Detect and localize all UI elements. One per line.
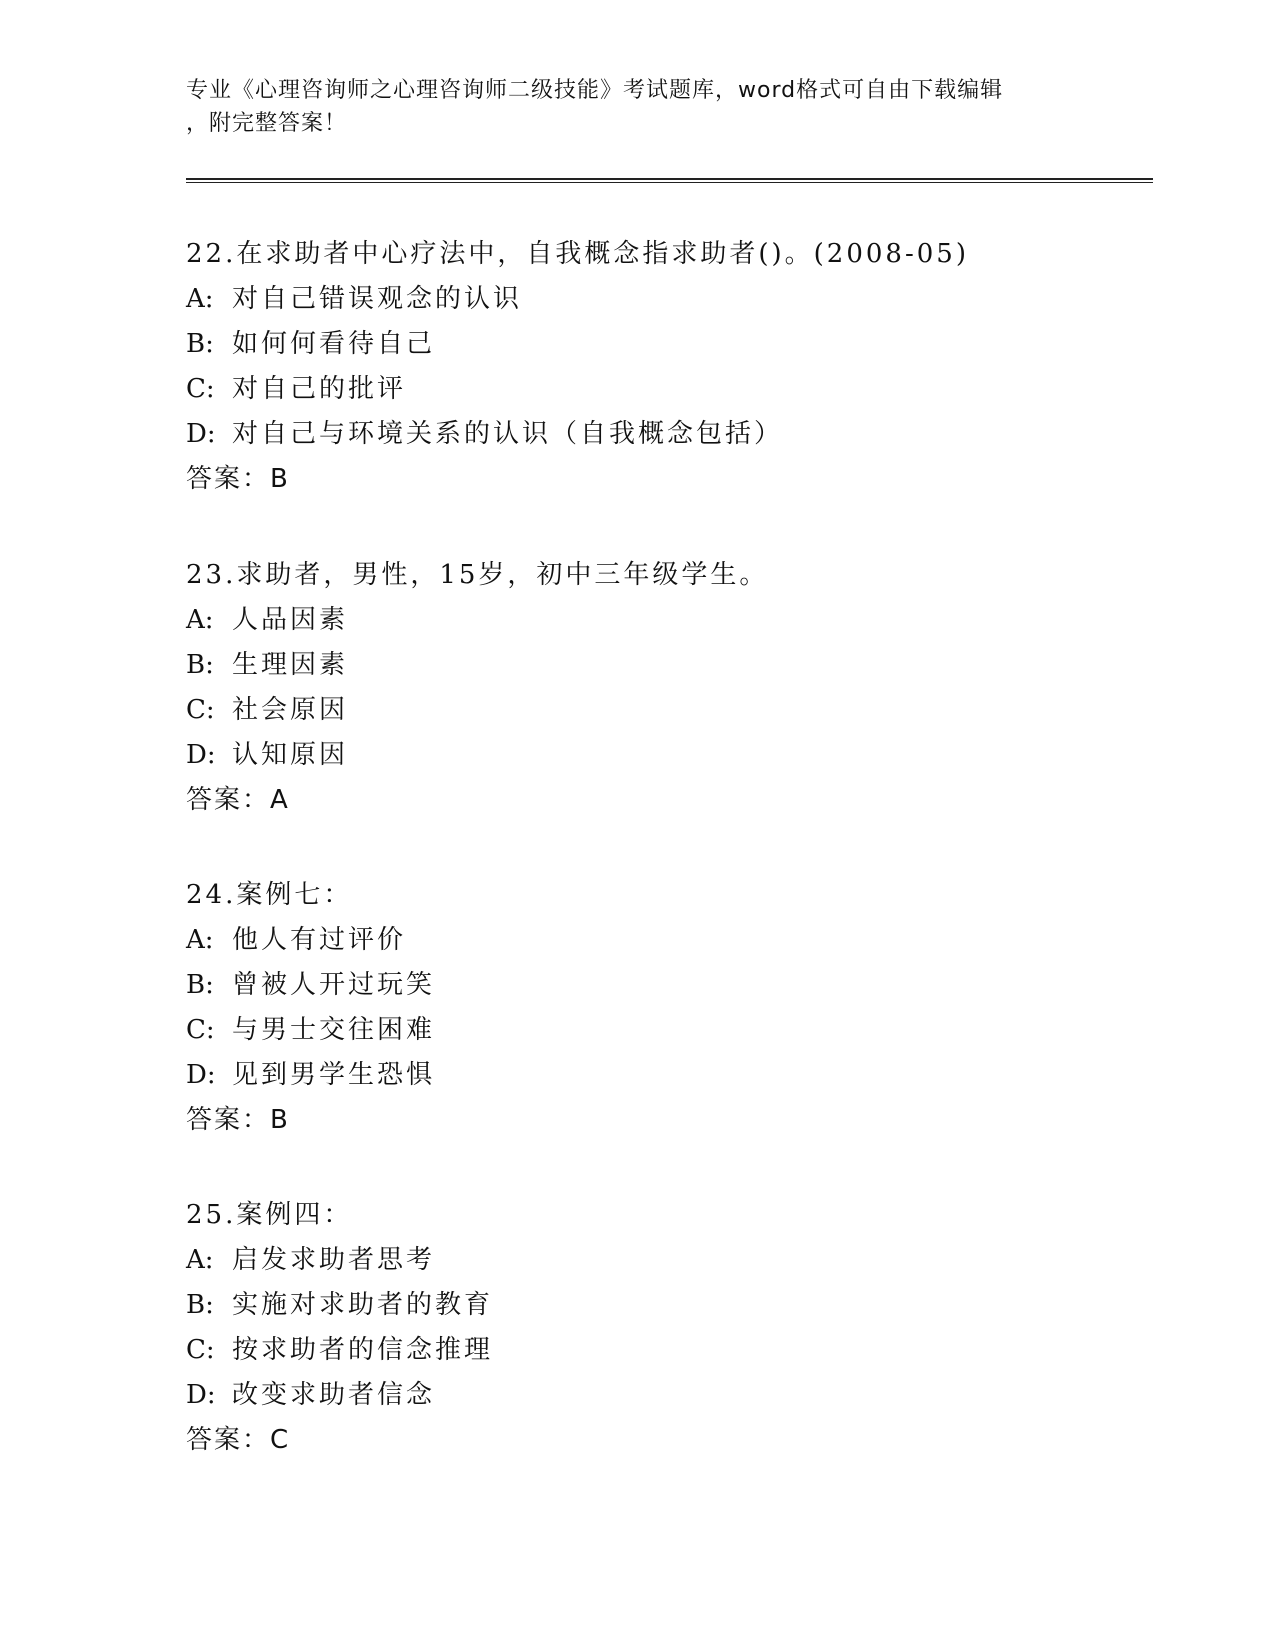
option-text: 对自己错误观念的认识	[232, 284, 523, 314]
option-key: C:	[186, 1015, 215, 1045]
option-text: 认知原因	[232, 740, 349, 770]
option-text: 对自己与环境关系的认识（自我概念包括）	[232, 419, 784, 449]
option-c	[186, 1008, 1146, 1053]
option-text: 社会原因	[232, 695, 349, 725]
option-text: 如何何看待自己	[232, 329, 436, 359]
option-text: 曾被人开过玩笑	[232, 970, 436, 1000]
option-text: 按求助者的信念推理	[232, 1335, 494, 1365]
answer-line: 答案：C	[186, 1425, 291, 1455]
option-b	[186, 1283, 1146, 1328]
question-block	[186, 553, 1146, 823]
option-text: 对自己的批评	[232, 374, 407, 404]
option-text: 人品因素	[232, 605, 349, 635]
option-a	[186, 277, 1146, 322]
document-header	[186, 74, 1086, 140]
option-text: 实施对求助者的教育	[232, 1290, 494, 1320]
option-d	[186, 412, 1146, 457]
option-d	[186, 733, 1146, 778]
header-divider-thick	[186, 178, 1153, 180]
header-divider-thin	[186, 182, 1153, 183]
option-key: A:	[186, 284, 214, 314]
option-text: 他人有过评价	[232, 925, 407, 955]
option-key: A:	[186, 1245, 214, 1275]
answer-line: 答案：B	[186, 464, 290, 494]
answer-line: 答案：A	[186, 785, 290, 815]
option-c	[186, 1328, 1146, 1373]
option-c	[186, 688, 1146, 733]
option-text: 见到男学生恐惧	[232, 1060, 436, 1090]
option-key: A:	[186, 925, 214, 955]
option-key: D:	[186, 1060, 216, 1090]
header-line-2: ，附完整答案！	[186, 111, 348, 136]
option-c	[186, 367, 1146, 412]
option-text: 改变求助者信念	[232, 1380, 436, 1410]
option-key: A:	[186, 605, 214, 635]
option-key: B:	[186, 970, 214, 1000]
option-d	[186, 1373, 1146, 1418]
question-stem: 23.求助者，男性，15岁，初中三年级学生。	[186, 560, 769, 590]
option-key: D:	[186, 1380, 216, 1410]
option-text: 生理因素	[232, 650, 349, 680]
answer-line: 答案：B	[186, 1105, 290, 1135]
question-block	[186, 1193, 1146, 1463]
option-key: D:	[186, 419, 216, 449]
option-a	[186, 1238, 1146, 1283]
option-a	[186, 918, 1146, 963]
option-key: C:	[186, 695, 215, 725]
option-key: B:	[186, 329, 214, 359]
option-key: B:	[186, 650, 214, 680]
option-text: 与男士交往困难	[232, 1015, 436, 1045]
option-b	[186, 322, 1146, 367]
option-text: 启发求助者思考	[232, 1245, 436, 1275]
option-a	[186, 598, 1146, 643]
option-d	[186, 1053, 1146, 1098]
option-key: B:	[186, 1290, 214, 1320]
option-key: D:	[186, 740, 216, 770]
question-stem: 22.在求助者中心疗法中，自我概念指求助者()。(2008-05)	[186, 239, 969, 269]
option-key: C:	[186, 374, 215, 404]
question-block	[186, 873, 1146, 1143]
question-stem: 25.案例四：	[186, 1200, 353, 1230]
header-line-1: 专业《心理咨询师之心理咨询师二级技能》考试题库，word格式可自由下载编辑	[186, 78, 1004, 103]
option-b	[186, 643, 1146, 688]
option-key: C:	[186, 1335, 215, 1365]
question-block	[186, 232, 1146, 502]
option-b	[186, 963, 1146, 1008]
question-stem: 24.案例七：	[186, 880, 353, 910]
